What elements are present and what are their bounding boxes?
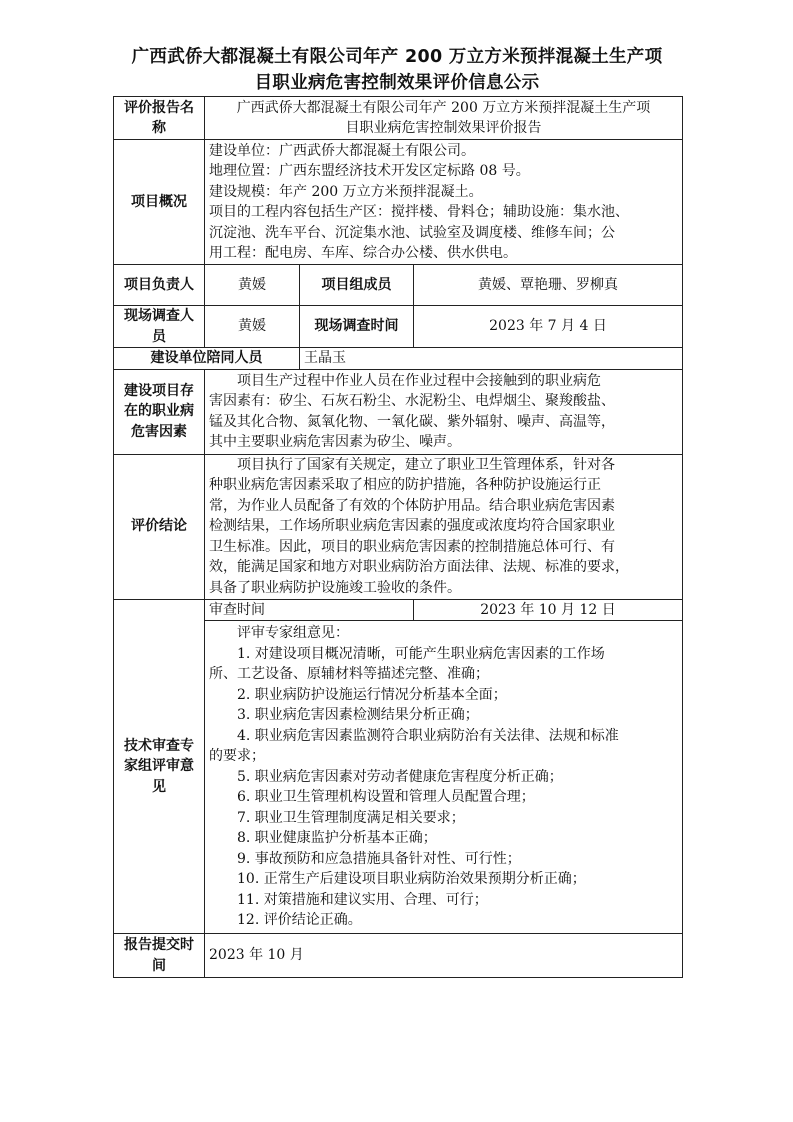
hazards-line: 锰及其化合物、氮氧化物、一氧化碳、紫外辐射、噪声、高温等， (209, 413, 615, 430)
opinion-item: 3. 职业病危害因素检测结果分析正确； (237, 707, 479, 724)
conclusion-line: 检测结果，工作场所职业病危害因素的强度或浓度均符合国家职业 (209, 518, 615, 535)
opinion-item: 12. 评价结论正确。 (237, 912, 362, 929)
expert-review-label: 技术审查专家组评审意见 (114, 599, 205, 934)
row-report-name (114, 97, 683, 140)
opinion-item: 10. 正常生产后建设项目职业病防治效果预期分析正确； (237, 871, 586, 888)
row-conclusion (114, 454, 683, 599)
opinion-title: 评审专家组意见： (237, 625, 349, 642)
row-review-time (114, 599, 683, 621)
conclusion-line: 具备了职业病防护设施竣工验收的条件。 (209, 579, 461, 596)
conclusion-line: 种职业病危害因素采取了相应的防护措施，各种防护设施运行正 (209, 477, 601, 494)
hazards-line: 项目生产过程中作业人员在作业过程中会接触到的职业病危 (237, 372, 601, 389)
opinion-item: 5. 职业病危害因素对劳动者健康危害程度分析正确； (237, 768, 563, 785)
overview-line: 项目的工程内容包括生产区：搅拌楼、骨料仓；辅助设施：集水池、 (209, 204, 629, 220)
opinion-item: 所、工艺设备、原辅材料等描述完整、准确； (209, 666, 489, 683)
project-overview-value (205, 140, 683, 265)
site-survey-time-label: 现场调查时间 (300, 306, 414, 348)
hazards-line: 其中主要职业病危害因素为矽尘、噪声。 (209, 434, 461, 450)
row-escort (114, 348, 683, 370)
row-project-leader (114, 265, 683, 306)
conclusion-line: 常，为作业人员配备了有效的个体防护用品。结合职业病危害因素 (209, 497, 615, 514)
conclusion-line: 效，能满足国家和地方对职业病防治方面法律、法规、标准的要求， (209, 559, 629, 576)
opinion-item: 的要求； (209, 748, 265, 765)
opinion-item: 7. 职业卫生管理制度满足相关要求； (237, 809, 465, 826)
opinion-item: 4. 职业病危害因素监测符合职业病防治有关法律、法规和标准 (237, 727, 619, 744)
conclusion-line: 卫生标准。因此，项目的职业病危害因素的控制措施总体可行、有 (209, 538, 615, 555)
opinion-item: 6. 职业卫生管理机构设置和管理人员配置合理； (237, 789, 535, 806)
row-project-overview (114, 140, 683, 265)
report-name-line-1: 广西武侨大都混凝土有限公司年产 200 万立方米预拌混凝土生产项 (236, 99, 651, 116)
review-time-label: 审查时间 (205, 599, 414, 621)
conclusion-value (205, 454, 683, 599)
escort-label: 建设单位陪同人员 (114, 348, 300, 370)
overview-line: 建设单位：广西武侨大都混凝土有限公司。 (209, 142, 475, 159)
project-leader-value: 黄媛 (205, 265, 300, 306)
site-survey-label: 现场调查人员 (114, 306, 205, 348)
opinion-item: 8. 职业健康监护分析基本正确； (237, 830, 437, 847)
document-title (112, 44, 682, 96)
row-submission (114, 934, 683, 978)
report-name-label: 评价报告名称 (114, 97, 205, 140)
title-line-1: 广西武侨大都混凝土有限公司年产 200 万立方米预拌混凝土生产项 (131, 47, 663, 67)
site-survey-value: 黄媛 (205, 306, 300, 348)
hazards-label: 建设项目存在的职业病危害因素 (114, 369, 205, 454)
overview-line: 沉淀池、洗车平台、沉淀集水池、试验室及调度楼、维修车间；公 (209, 224, 615, 241)
conclusion-line: 项目执行了国家有关规定，建立了职业卫生管理体系，针对各 (237, 456, 615, 473)
submission-label: 报告提交时间 (114, 934, 205, 978)
row-hazards (114, 369, 683, 454)
project-leader-label: 项目负责人 (114, 265, 205, 306)
project-members-label: 项目组成员 (300, 265, 414, 306)
review-time-value: 2023 年 10 月 12 日 (414, 599, 683, 621)
opinion-item: 9. 事故预防和应急措施具备针对性、可行性； (237, 850, 521, 867)
overview-line: 建设规模：年产 200 万立方米预拌混凝土。 (209, 183, 483, 200)
submission-value: 2023 年 10 月 (205, 934, 683, 978)
opinion-item: 2. 职业病防护设施运行情况分析基本全面； (237, 686, 507, 703)
hazards-line: 害因素有：矽尘、石灰石粉尘、水泥粉尘、电焊烟尘、聚羧酸盐、 (209, 393, 615, 409)
report-name-value (205, 97, 683, 140)
report-name-line-2: 目职业病危害控制效果评价报告 (345, 120, 542, 136)
overview-line: 地理位置：广西东盟经济技术开发区定标路 08 号。 (209, 163, 530, 179)
overview-line: 用工程：配电房、车库、综合办公楼、供水供电。 (209, 245, 517, 261)
escort-value: 王晶玉 (300, 348, 683, 370)
info-table (113, 96, 683, 978)
row-site-survey (114, 306, 683, 348)
project-members-value: 黄媛、覃艳珊、罗柳真 (414, 265, 683, 306)
conclusion-label: 评价结论 (114, 454, 205, 599)
title-line-2: 目职业病危害控制效果评价信息公示 (254, 73, 540, 93)
hazards-value (205, 369, 683, 454)
review-opinions (205, 621, 683, 934)
opinion-item: 11. 对策措施和建议实用、合理、可行； (237, 891, 488, 908)
opinion-item: 1. 对建设项目概况清晰，可能产生职业病危害因素的工作场 (237, 645, 605, 662)
project-overview-label: 项目概况 (114, 140, 205, 265)
site-survey-time-value: 2023 年 7 月 4 日 (414, 306, 683, 348)
